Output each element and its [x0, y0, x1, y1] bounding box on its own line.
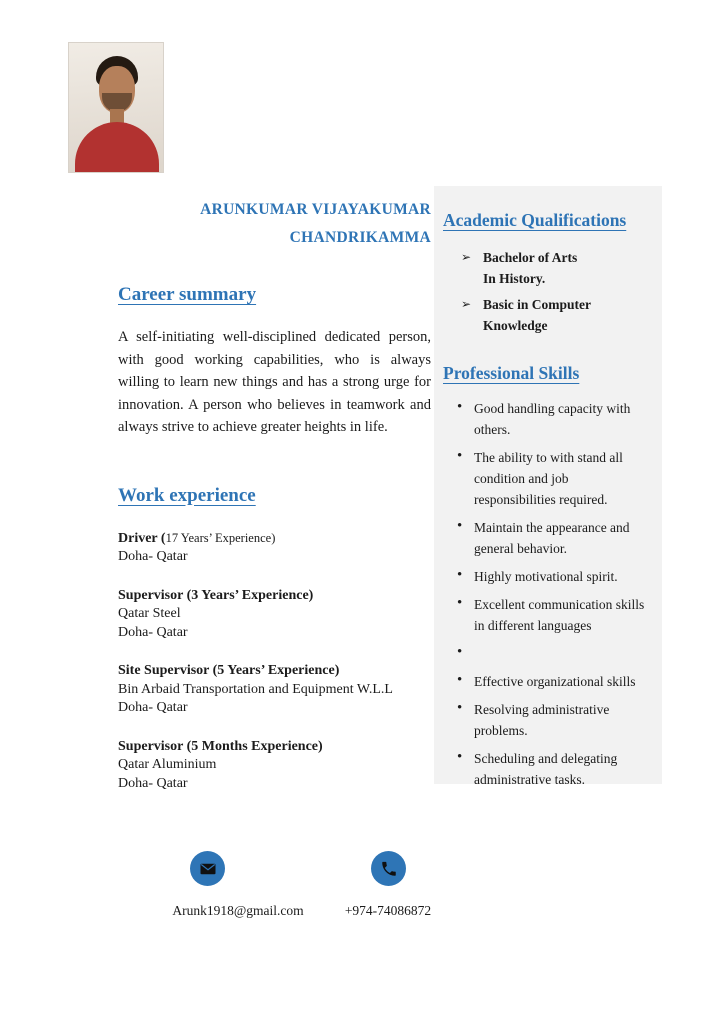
- applicant-photo: [68, 42, 164, 173]
- job-title-bold: Supervisor (3 Years’ Experience): [118, 587, 314, 603]
- skill-item: • Maintain the appearance and general behavior.: [453, 517, 652, 559]
- qualification-line: ➢ Basic in Computer Knowledge: [483, 297, 591, 333]
- applicant-name: [118, 196, 431, 252]
- skill-item: • The ability to with stand all condition and job responsibilities required.: [453, 447, 652, 510]
- right-panel: [434, 186, 662, 787]
- left-column: [118, 196, 431, 812]
- skill-item: • Excellent communication skills in different languages: [453, 594, 652, 636]
- email-address: Arunk1918@gmail.com: [172, 903, 304, 918]
- work-entry: [118, 586, 431, 643]
- work-experience-list: [118, 529, 431, 794]
- job-line: Doha- Qatar: [118, 549, 188, 564]
- job-title-detail: 17 Years’ Experience): [165, 530, 276, 545]
- job-title: [118, 586, 431, 606]
- qualification-item: [461, 247, 652, 289]
- skill-item: • Highly motivational spirit.: [453, 566, 652, 587]
- job-title: [118, 737, 431, 757]
- skill-item: • Good handling capacity with others.: [453, 398, 652, 440]
- job-title-bold: Driver (: [118, 530, 166, 546]
- name-line-2: CHANDRIKAMMA: [289, 229, 431, 246]
- career-summary-body: A self-initiating well-disciplined dedicated person, with good working capabilities, who is always willing to learn new things and has a strong urge for innovation. A person who believes in teamwork and always strive to achieve greater heights in life.: [118, 329, 431, 435]
- work-experience-heading: Work experience: [118, 484, 256, 506]
- skill-list: [453, 398, 652, 790]
- email-icon-circle: [190, 851, 225, 886]
- job-title: [118, 661, 431, 681]
- qualification-line: ➢ Bachelor of Arts: [483, 250, 578, 265]
- qualification-item: [461, 294, 652, 336]
- professional-skills-heading: Professional Skills: [443, 363, 580, 383]
- academic-qualifications-heading: Academic Qualifications: [443, 210, 627, 230]
- phone-icon: [380, 860, 398, 878]
- qualification-list: [461, 247, 652, 336]
- name-line-1: ARUNKUMAR VIJAYAKUMAR: [200, 201, 431, 218]
- skill-item: • Scheduling and delegating administrative tasks.: [453, 748, 652, 790]
- work-entry: [118, 661, 431, 718]
- phone-number: +974-74086872: [344, 903, 432, 918]
- work-entry: [118, 737, 431, 794]
- skill-item: [453, 643, 652, 664]
- job-line: Doha- Qatar: [118, 700, 188, 715]
- job-line: Qatar Aluminium: [118, 757, 217, 772]
- qualification-line: In History.: [483, 271, 546, 286]
- job-line: Qatar Steel: [118, 606, 181, 621]
- job-title-bold: Supervisor (5 Months Experience): [118, 738, 323, 754]
- job-title: [118, 529, 431, 549]
- work-entry: [118, 529, 431, 567]
- email-icon: [199, 860, 217, 878]
- phone-icon-circle: [371, 851, 406, 886]
- skill-item: • Effective organizational skills: [453, 671, 652, 692]
- skill-item: • Resolving administrative problems.: [453, 699, 652, 741]
- job-line: Doha- Qatar: [118, 624, 188, 640]
- job-title-bold: Site Supervisor (5 Years’ Experience): [118, 663, 340, 678]
- job-line: Doha- Qatar: [118, 775, 188, 791]
- job-line: Bin Arbaid Transportation and Equipment W.L.L: [118, 681, 393, 697]
- career-summary-heading: Career summary: [118, 284, 257, 305]
